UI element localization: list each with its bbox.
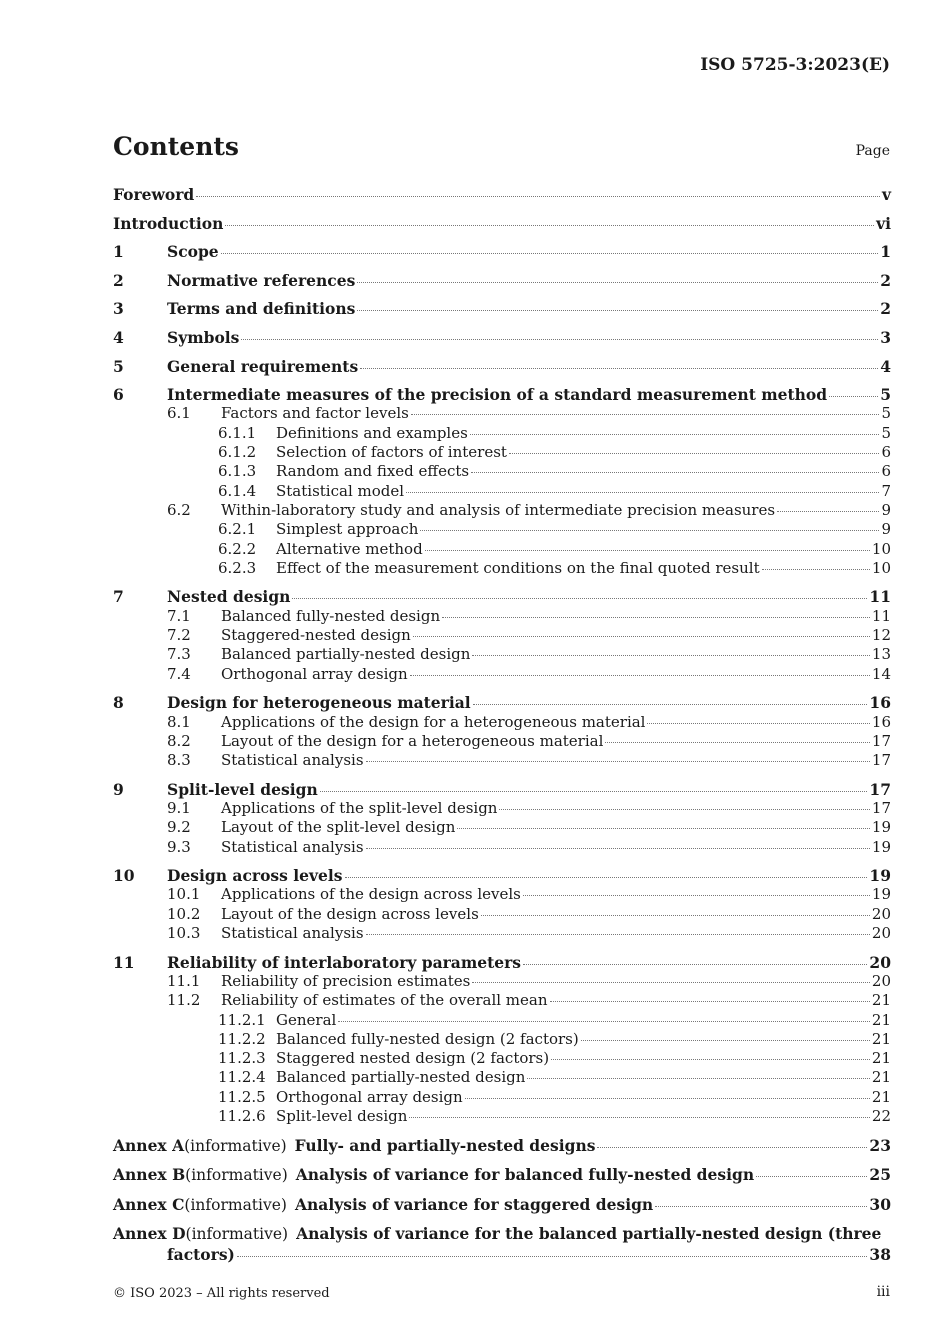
toc-entry-number: 10.2: [167, 904, 201, 923]
toc-entry[interactable]: [113, 1068, 891, 1087]
toc-entry-number: 10.3: [167, 924, 201, 943]
dot-leader: [425, 550, 870, 551]
annex-label: Annex A: [113, 1135, 185, 1155]
dot-leader: [292, 598, 867, 599]
dot-leader: [647, 723, 869, 724]
toc-entry-page: 20: [871, 924, 891, 943]
toc-entry-page: 22: [871, 1107, 891, 1126]
toc-entry[interactable]: [113, 1011, 891, 1030]
toc-entry-page: 16: [871, 712, 891, 731]
toc-entry-page: 3: [880, 327, 891, 347]
annex-label: Annex D: [113, 1224, 186, 1244]
annex-info: (informative): [184, 1136, 287, 1155]
toc-entry-title: Introduction: [113, 213, 224, 233]
dot-leader: [409, 1117, 870, 1118]
toc-entry[interactable]: [113, 885, 891, 904]
toc-entry-page: 2: [880, 270, 891, 290]
toc-entry-number: 6.1.4: [218, 481, 257, 500]
toc-entry-number: 6.2.3: [218, 558, 257, 577]
toc-entry-title: Selection of factors of interest: [276, 443, 507, 462]
toc-entry-page: 20: [871, 971, 891, 990]
dot-leader: [221, 253, 879, 254]
copyright-notice: © ISO 2023 – All rights reserved: [113, 1286, 330, 1301]
annex-title: Analysis of variance for balanced fully-nested design: [295, 1165, 755, 1185]
dot-leader: [509, 453, 880, 454]
toc-entry-page: 20: [869, 952, 891, 972]
toc-entry[interactable]: [113, 1049, 891, 1068]
toc-annex-entry[interactable]: [113, 1224, 891, 1264]
toc-entry[interactable]: [113, 299, 891, 318]
toc-entry-title: Design across levels: [167, 866, 343, 886]
annex-page: 25: [869, 1165, 891, 1185]
dot-leader: [366, 934, 870, 935]
toc-entry[interactable]: [113, 185, 891, 204]
toc-entry[interactable]: [113, 780, 891, 799]
toc-entry[interactable]: [113, 693, 891, 712]
toc-entry-page: 21: [871, 1087, 891, 1106]
toc-entry[interactable]: [113, 799, 891, 818]
toc-entry[interactable]: [113, 991, 891, 1010]
toc-entry-title: Random and fixed effects: [276, 462, 470, 481]
toc-entry-title: Reliability of estimates of the overall mean: [221, 991, 548, 1010]
toc-entry[interactable]: [113, 732, 891, 751]
toc-entry-number: 9: [113, 779, 124, 799]
toc-entry-title: Balanced fully-nested design (2 factors): [276, 1029, 579, 1048]
annex-label: Annex B: [113, 1165, 186, 1185]
toc-entry-number: 7.2: [167, 626, 191, 645]
toc-entry[interactable]: [113, 214, 891, 233]
toc-entry-page: 11: [871, 606, 891, 625]
dot-leader: [411, 414, 880, 415]
toc-entry-title: Simplest approach: [276, 520, 419, 539]
dot-leader: [360, 368, 878, 369]
dot-leader: [196, 196, 880, 197]
toc-entry-title: Reliability of precision estimates: [221, 971, 471, 990]
toc-entry-number: 11.2: [167, 991, 201, 1010]
toc-entry[interactable]: [113, 866, 891, 885]
dot-leader: [470, 434, 880, 435]
toc-entry[interactable]: [113, 404, 891, 423]
toc-entry-page: 11: [869, 587, 891, 607]
table-of-contents: [113, 185, 891, 1264]
toc-entry-page: 17: [871, 751, 891, 770]
toc-entry-number: 2: [113, 270, 124, 290]
dot-leader: [406, 492, 879, 493]
toc-entry-title: Statistical analysis: [221, 837, 364, 856]
toc-entry-number: 8.3: [167, 751, 191, 770]
toc-entry-number: 7: [113, 587, 124, 607]
toc-entry-title: Effect of the measurement conditions on the final quoted result: [276, 558, 760, 577]
toc-entry[interactable]: [113, 607, 891, 626]
toc-entry-page: 19: [871, 818, 891, 837]
toc-entry-number: 8: [113, 693, 124, 713]
toc-entry-page: 2: [880, 299, 891, 319]
toc-entry-title: Alternative method: [276, 539, 423, 558]
toc-entry-page: 21: [871, 1010, 891, 1029]
toc-entry-number: 5: [113, 356, 124, 376]
toc-entry[interactable]: [113, 924, 891, 943]
dot-leader: [471, 472, 879, 473]
toc-entry-page: 9: [881, 500, 891, 519]
dot-leader: [762, 569, 870, 570]
toc-entry-title: General requirements: [167, 356, 359, 376]
toc-entry-page: 14: [871, 664, 891, 683]
toc-entry-number: 8.1: [167, 712, 191, 731]
annex-title: Analysis of variance for the balanced partially-nested design (three: [296, 1224, 882, 1244]
toc-entry-title: Intermediate measures of the precision of a standard measurement method: [167, 385, 828, 405]
annex-info: (informative): [184, 1195, 287, 1214]
toc-entry-page: 17: [869, 779, 891, 799]
toc-entry[interactable]: [113, 357, 891, 376]
dot-leader: [481, 915, 870, 916]
toc-annex-entry[interactable]: [113, 1136, 891, 1156]
toc-entry-number: 6.1.3: [218, 462, 257, 481]
toc-entry-title: Orthogonal array design: [221, 664, 408, 683]
toc-entry-number: 6.1.2: [218, 443, 257, 462]
toc-entry-number: 11.2.3: [218, 1049, 266, 1068]
toc-entry-page: 5: [881, 404, 891, 423]
toc-entry-number: 6.2.2: [218, 539, 257, 558]
toc-entry-page: 17: [871, 798, 891, 817]
toc-entry-number: 7.3: [167, 645, 191, 664]
toc-entry-page: v: [881, 185, 891, 204]
dot-leader: [523, 895, 870, 896]
toc-entry-title: Design for heterogeneous material: [167, 693, 471, 713]
toc-entry-number: 11: [113, 952, 135, 972]
dot-leader: [527, 1078, 870, 1079]
toc-entry[interactable]: [113, 905, 891, 924]
toc-entry[interactable]: [113, 1030, 891, 1049]
dot-leader: [357, 310, 878, 311]
contents-title: Contents: [113, 132, 240, 161]
toc-entry-page: 1: [880, 242, 891, 262]
dot-leader: [523, 964, 867, 965]
toc-entry-title: Applications of the design for a heterogeneous material: [221, 712, 646, 731]
dot-leader: [829, 396, 878, 397]
toc-entry-number: 4: [113, 327, 124, 347]
toc-entry[interactable]: [113, 665, 891, 684]
toc-entry[interactable]: [113, 559, 891, 578]
dot-leader: [597, 1147, 867, 1148]
toc-entry-page: 7: [881, 481, 891, 500]
toc-entry-title: Staggered-nested design: [221, 626, 411, 645]
dot-leader: [366, 761, 870, 762]
toc-entry-page: 21: [871, 1029, 891, 1048]
dot-leader: [237, 1256, 868, 1257]
toc-entry-title: Statistical analysis: [221, 751, 364, 770]
toc-entry-page: 9: [881, 520, 891, 539]
dot-leader: [473, 704, 868, 705]
annex-title: Analysis of variance for staggered design: [294, 1194, 654, 1214]
dot-leader: [472, 655, 870, 656]
toc-entry-page: 19: [869, 866, 891, 886]
toc-entry[interactable]: [113, 645, 891, 664]
toc-entry-number: 1: [113, 242, 124, 262]
toc-entry-number: 6.1.1: [218, 423, 257, 442]
toc-annex-entry[interactable]: [113, 1165, 891, 1185]
toc-entry-page: 10: [871, 558, 891, 577]
toc-entry-number: 10.1: [167, 885, 201, 904]
dot-leader: [756, 1176, 867, 1177]
toc-entry[interactable]: [113, 713, 891, 732]
toc-entry-title: Factors and factor levels: [221, 404, 409, 423]
toc-entry[interactable]: [113, 328, 891, 347]
toc-entry-page: 6: [881, 462, 891, 481]
toc-entry[interactable]: [113, 953, 891, 972]
annex-page: 23: [869, 1135, 891, 1155]
toc-entry-title: Layout of the design for a heterogeneous material: [221, 731, 604, 750]
toc-entry-page: 12: [871, 626, 891, 645]
toc-entry-title: General: [276, 1010, 337, 1029]
toc-entry-title: Applications of the split-level design: [221, 798, 498, 817]
toc-entry-number: 8.2: [167, 731, 191, 750]
dot-leader: [465, 1098, 870, 1099]
toc-entry[interactable]: [113, 443, 891, 462]
dot-leader: [345, 877, 868, 878]
toc-entry[interactable]: [113, 1107, 891, 1126]
toc-entry-page: 13: [871, 645, 891, 664]
toc-entry-number: 11.2.1: [218, 1010, 266, 1029]
toc-entry-title: Foreword: [113, 185, 195, 204]
toc-entry-number: 6.1: [167, 404, 191, 423]
toc-entry-number: 11.1: [167, 971, 201, 990]
toc-entry-title: Within-laboratory study and analysis of intermediate precision measures: [221, 500, 776, 519]
toc-entry-number: 9.2: [167, 818, 191, 837]
page-column-label: Page: [855, 143, 890, 159]
dot-leader: [605, 742, 870, 743]
dot-leader: [457, 828, 870, 829]
dot-leader: [777, 511, 879, 512]
toc-entry[interactable]: [113, 271, 891, 290]
dot-leader: [225, 225, 874, 226]
toc-entry-title: Symbols: [167, 327, 240, 347]
toc-entry[interactable]: [113, 751, 891, 770]
toc-entry-title: Balanced partially-nested design: [221, 645, 471, 664]
toc-entry-number: 11.2.6: [218, 1107, 266, 1126]
toc-annex-entry[interactable]: [113, 1195, 891, 1215]
toc-entry-page: 16: [869, 693, 891, 713]
dot-leader: [366, 848, 870, 849]
toc-entry[interactable]: [113, 838, 891, 857]
toc-entry-title: Staggered nested design (2 factors): [276, 1049, 550, 1068]
toc-entry-title: Balanced partially-nested design: [276, 1068, 526, 1087]
dot-leader: [320, 791, 868, 792]
toc-entry-title: Split-level design: [167, 779, 318, 799]
toc-entry-title: Split-level design: [276, 1107, 408, 1126]
dot-leader: [581, 1040, 870, 1041]
dot-leader: [413, 636, 870, 637]
dot-leader: [472, 982, 870, 983]
dot-leader: [410, 675, 870, 676]
toc-entry-title: Normative references: [167, 270, 356, 290]
toc-entry-title: Statistical analysis: [221, 924, 364, 943]
annex-info: (informative): [185, 1225, 289, 1244]
toc-entry-page: 19: [871, 885, 891, 904]
toc-entry[interactable]: [113, 242, 891, 261]
toc-entry[interactable]: [113, 1088, 891, 1107]
toc-entry-number: 10: [113, 866, 135, 886]
toc-entry-title: Layout of the design across levels: [221, 904, 479, 923]
toc-entry[interactable]: [113, 818, 891, 837]
dot-leader: [442, 617, 870, 618]
toc-entry-page: 19: [871, 837, 891, 856]
toc-entry-number: 9.1: [167, 798, 191, 817]
dot-leader: [499, 809, 869, 810]
dot-leader: [655, 1206, 867, 1207]
toc-entry-title: Orthogonal array design: [276, 1087, 463, 1106]
toc-entry-page: 21: [871, 1049, 891, 1068]
page-number: iii: [876, 1284, 890, 1300]
toc-entry-title: Statistical model: [276, 481, 405, 500]
toc-entry[interactable]: [113, 385, 891, 404]
annex-page: 30: [869, 1194, 891, 1214]
dot-leader: [551, 1059, 870, 1060]
toc-entry-title: Applications of the design across levels: [221, 885, 521, 904]
annex-title-continued: factors): [167, 1244, 235, 1264]
toc-entry-title: Scope: [167, 242, 219, 262]
toc-entry-title: Reliability of interlaboratory parameters: [167, 952, 522, 972]
toc-entry[interactable]: [113, 626, 891, 645]
toc-entry-page: vi: [876, 213, 891, 233]
annex-title: Fully- and partially-nested designs: [294, 1135, 596, 1155]
toc-entry-page: 6: [881, 443, 891, 462]
dot-leader: [420, 530, 879, 531]
document-code: ISO 5725-3:2023(E): [700, 55, 890, 75]
toc-entry-number: 11.2.4: [218, 1068, 266, 1087]
toc-entry[interactable]: [113, 462, 891, 481]
toc-entry-number: 3: [113, 299, 124, 319]
toc-entry[interactable]: [113, 972, 891, 991]
toc-entry-number: 9.3: [167, 837, 191, 856]
toc-entry-page: 5: [880, 385, 891, 405]
dot-leader: [550, 1001, 870, 1002]
dot-leader: [338, 1021, 870, 1022]
toc-entry[interactable]: [113, 424, 891, 443]
toc-entry-page: 17: [871, 731, 891, 750]
toc-entry-page: 20: [871, 904, 891, 923]
toc-entry-number: 11.2.5: [218, 1087, 266, 1106]
toc-entry-page: 21: [871, 1068, 891, 1087]
toc-entry-page: 10: [871, 539, 891, 558]
toc-entry-page: 4: [880, 356, 891, 376]
toc-entry-title: Definitions and examples: [276, 423, 468, 442]
annex-label: Annex C: [113, 1194, 185, 1214]
toc-entry-number: 6: [113, 385, 124, 405]
annex-page: 38: [869, 1244, 891, 1264]
toc-entry[interactable]: [113, 540, 891, 559]
toc-entry-number: 7.1: [167, 606, 191, 625]
toc-entry-number: 6.2.1: [218, 520, 257, 539]
toc-entry-page: 5: [881, 423, 891, 442]
toc-entry-number: 11.2.2: [218, 1029, 266, 1048]
toc-entry[interactable]: [113, 482, 891, 501]
toc-entry-title: Balanced fully-nested design: [221, 606, 441, 625]
dot-leader: [241, 339, 878, 340]
toc-entry[interactable]: [113, 520, 891, 539]
toc-entry[interactable]: [113, 501, 891, 520]
annex-info: (informative): [185, 1166, 288, 1185]
toc-entry-number: 7.4: [167, 664, 191, 683]
toc-entry[interactable]: [113, 587, 891, 606]
toc-entry-title: Terms and definitions: [167, 299, 356, 319]
toc-entry-page: 21: [871, 991, 891, 1010]
toc-entry-number: 6.2: [167, 500, 191, 519]
dot-leader: [357, 282, 878, 283]
toc-entry-title: Layout of the split-level design: [221, 818, 456, 837]
toc-entry-title: Nested design: [167, 587, 291, 607]
